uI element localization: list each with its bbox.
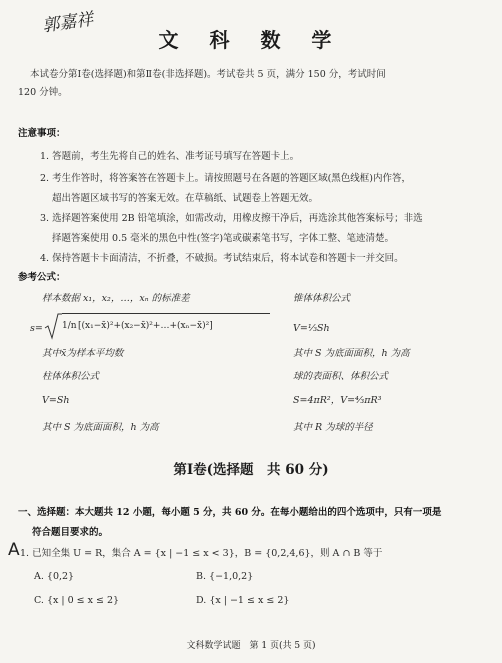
note-item-3-cont: 择题答案使用 0.5 毫米的黑色中性(签字)笔或碳素笔书写，字体工整、笔迹清楚。 — [52, 233, 395, 244]
prism-note: 其中 S 为底面面积，h 为高 — [42, 422, 159, 433]
q1-option-a: A. {0,2} — [34, 571, 75, 582]
q1-option-c: C. {x | 0 ≤ x ≤ 2} — [34, 595, 120, 606]
note-item-4: 4. 保持答题卡卡面清洁，不折叠，不破损。考试结束后，将本试卷和答题卡一并交回。 — [40, 253, 404, 264]
question-1-stem: 1. 已知全集 U = R，集合 A = {x | −1 ≤ x < 3}，B = {0,2,4,6}，则 A ∩ B 等于 — [20, 548, 383, 559]
cone-formula: V=⅓Sh — [293, 323, 330, 334]
note-item-1: 1. 答题前，考生先将自己的姓名、准考证号填写在答题卡上。 — [40, 151, 300, 162]
cone-note: 其中 S 为底面面积，h 为高 — [293, 348, 410, 359]
question-intro-line-1: 一、选择题：本大题共 12 小题，每小题 5 分，共 60 分。在每小题给出的四个选项中，只有一项是 — [18, 507, 442, 518]
question-intro-line-2: 符合题目要求的。 — [32, 527, 109, 538]
sqrt-sign — [44, 312, 62, 340]
intro-line-1: 本试卷分第Ⅰ卷(选择题)和第Ⅱ卷(非选择题)。考试卷共 5 页，满分 150 分，考试时间 — [30, 69, 386, 80]
prism-label: 柱体体积公式 — [42, 371, 100, 382]
sphere-formula: S=4πR²，V=⁴⁄₃πR³ — [293, 395, 382, 406]
mean-note: 其中x̄为样本平均数 — [42, 348, 124, 359]
q1-option-b: B. {−1,0,2} — [196, 571, 254, 582]
page-footer: 文科数学试题 第 1 页(共 5 页) — [186, 641, 316, 651]
sd-fraction: 1/n — [62, 321, 77, 331]
cone-label: 锥体体积公式 — [293, 293, 351, 304]
sd-body: [(x₁−x̄)²+(x₂−x̄)²+…+(xₙ−x̄)²] — [78, 321, 213, 331]
note-item-2-cont: 超出答题区域书写的答案无效。在草稿纸、试题卷上答题无效。 — [52, 193, 319, 204]
sample-sd-label: 样本数据 x₁，x₂，…，xₙ 的标准差 — [42, 293, 190, 304]
sphere-note: 其中 R 为球的半径 — [293, 422, 373, 433]
sd-s: s= — [30, 323, 43, 334]
note-item-2: 2. 考生作答时，将答案答在答题卡上。请按照题号在各题的答题区域(黑色线框)内作答， — [40, 173, 411, 184]
q1-option-d: D. {x | −1 ≤ x ≤ 2} — [196, 595, 290, 606]
formulas-heading: 参考公式： — [18, 272, 66, 283]
page-title: 文 科 数 学 — [158, 28, 344, 52]
section-title: 第Ⅰ卷(选择题 共 60 分) — [173, 462, 329, 478]
handwritten-answer-mark: A — [8, 540, 20, 560]
note-item-3: 3. 选择题答案使用 2B 铅笔填涂，如需改动，用橡皮擦干净后，再选涂其他答案标号；非选 — [40, 213, 423, 224]
prism-formula: V=Sh — [42, 395, 70, 406]
notes-heading: 注意事项： — [18, 128, 66, 139]
handwritten-signature: 郭嘉祥 — [41, 9, 95, 37]
intro-line-2: 120 分钟。 — [18, 87, 68, 98]
sphere-label: 球的表面积、体积公式 — [293, 371, 389, 382]
sqrt-vinculum — [62, 313, 270, 314]
